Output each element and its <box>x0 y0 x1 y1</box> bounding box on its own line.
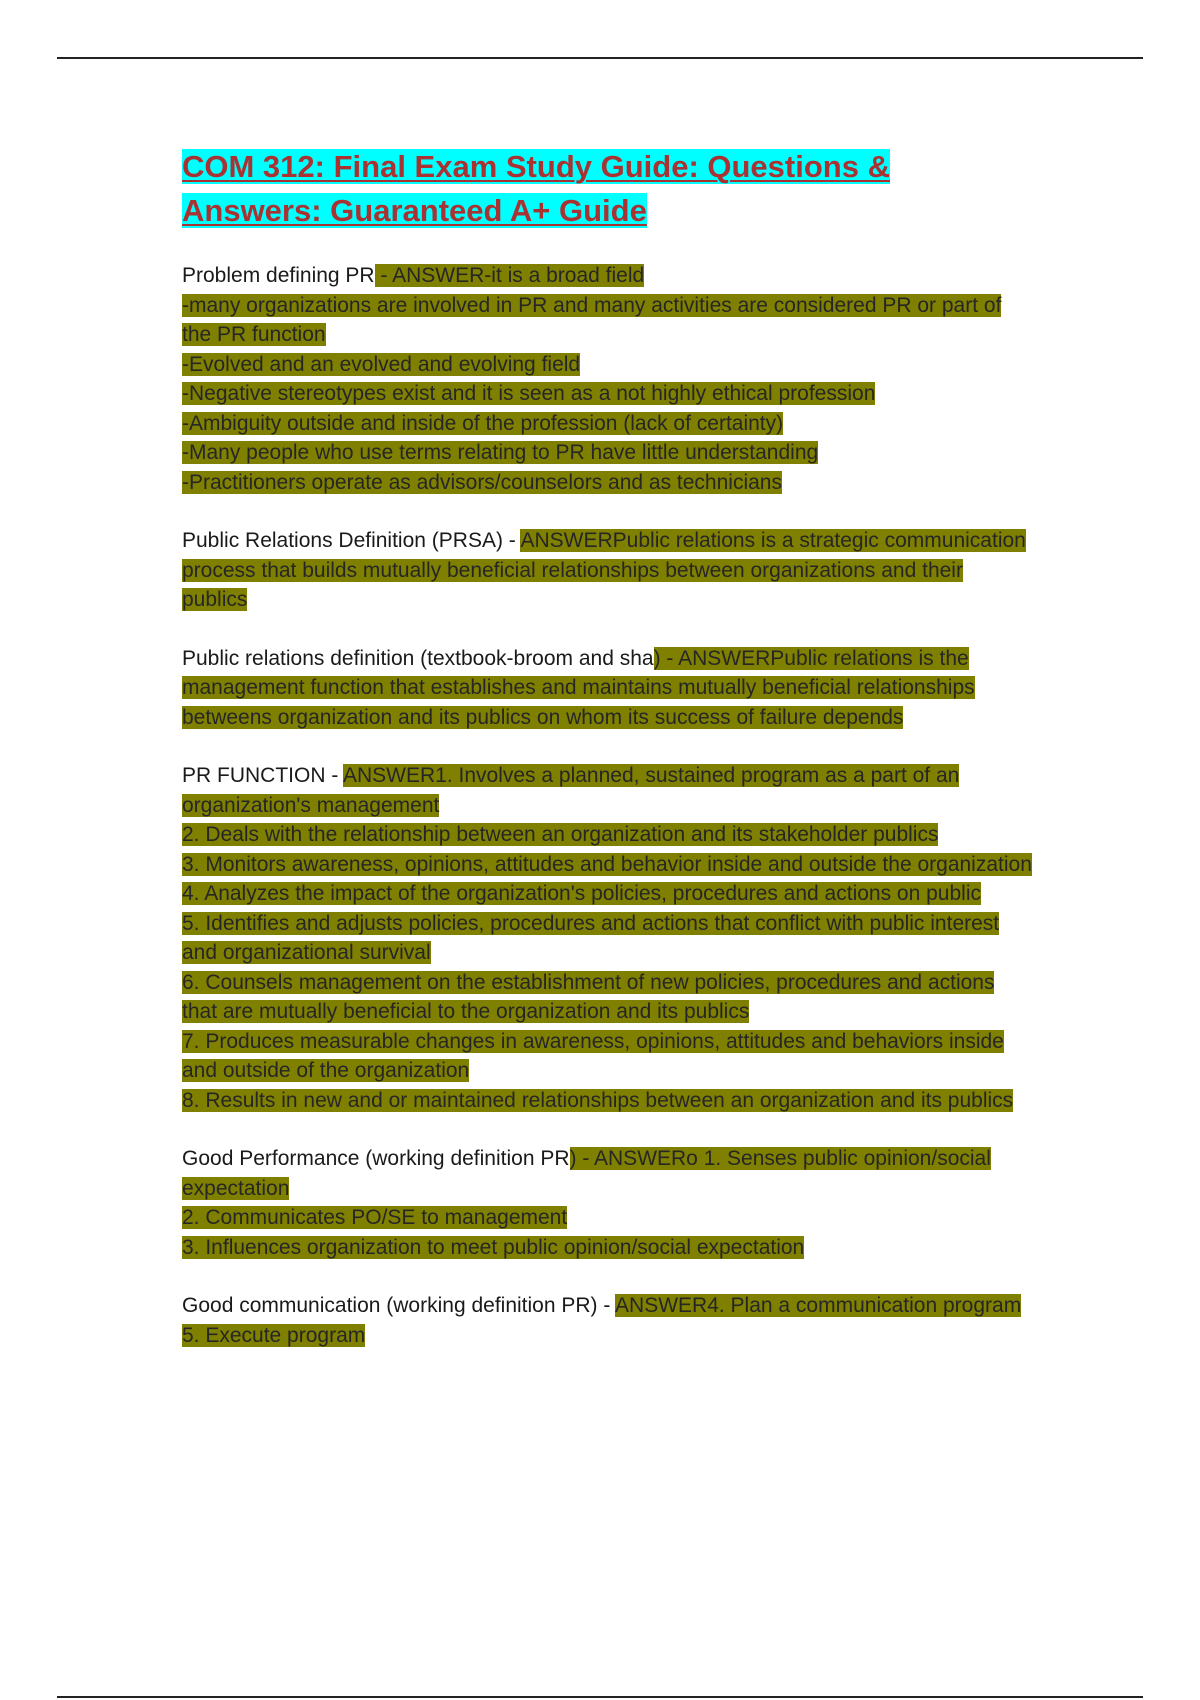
answer-line: -Ambiguity outside and inside of the profession (lack of certainty) <box>182 411 784 435</box>
answer-line: - ANSWER-it is a broad field <box>374 264 645 287</box>
question: Public Relations Definition (PRSA) - <box>182 529 521 552</box>
document-title <box>182 145 1032 233</box>
qa-entry-problem-defining-pr <box>182 261 1032 497</box>
answer-line: 2. Communicates PO/SE to management <box>182 1206 568 1229</box>
answer-line: 4. Analyzes the impact of the organization's policies, procedures and actions on public <box>182 882 981 905</box>
page-bottom-rule <box>57 1696 1143 1698</box>
question: Problem defining PR <box>182 264 375 287</box>
answer-line: 3. Influences organization to meet public opinion/social expectation <box>182 1235 805 1259</box>
qa-entry-pr-definition-prsa <box>182 526 1032 615</box>
answer-line: -Negative stereotypes exist and it is seen as a not highly ethical profession <box>182 382 876 405</box>
answer-line: ANSWER4. Plan a communication program <box>615 1294 1022 1317</box>
document-title-text: COM 312: Final Exam Study Guide: Questions & Answers: Guaranteed A+ Guide <box>182 149 890 228</box>
answer-line: 5. Execute program <box>182 1323 366 1347</box>
answer-line: 3. Monitors awareness, opinions, attitudes and behavior inside and outside the organization <box>182 852 1032 876</box>
answer-line: 7. Produces measurable changes in awareness, opinions, attitudes and behaviors inside and outside of the organization <box>182 1029 1004 1082</box>
answer-line: 2. Deals with the relationship between an organization and its stakeholder publics <box>182 823 939 846</box>
qa-entry-good-performance <box>182 1144 1032 1262</box>
answer-line: ) - ANSWERPublic relations is the management function that establishes and maintains mutually beneficial relationships betweens organization and its publics on whom its success of failure depends <box>182 646 975 729</box>
question: Good Performance (working definition PR <box>182 1147 570 1170</box>
answer-line: -many organizations are involved in PR and many activities are considered PR or part of the PR function <box>182 293 1002 346</box>
answer-line: 5. Identifies and adjusts policies, procedures and actions that conflict with public interest and organizational survival <box>182 911 1000 964</box>
answer-line: -Practitioners operate as advisors/counselors and as technicians <box>182 470 782 494</box>
qa-entry-good-communication <box>182 1291 1032 1350</box>
qa-entry-pr-function <box>182 761 1032 1115</box>
answer-line: 6. Counsels management on the establishment of new policies, procedures and actions that are mutually beneficial to the organization and its publics <box>182 970 995 1023</box>
answer-line: ANSWER1. Involves a planned, sustained program as a part of an organization's management <box>182 764 960 817</box>
answer-line: -Many people who use terms relating to PR have little understanding <box>182 441 819 464</box>
answer-line: -Evolved and an evolved and evolving field <box>182 352 581 376</box>
document-body <box>182 145 1032 1350</box>
page-top-rule <box>57 57 1143 59</box>
question: PR FUNCTION - <box>182 764 343 787</box>
answer-line: ANSWERPublic relations is a strategic communication process that builds mutually beneficial relationships between organizations and their publics <box>182 529 1026 611</box>
question: Good communication (working definition PR) - <box>182 1294 616 1317</box>
answer-line: 8. Results in new and or maintained relationships between an organization and its publics <box>182 1088 1014 1112</box>
qa-entry-pr-definition-textbook <box>182 644 1032 733</box>
question: Public relations definition (textbook-broom and sha <box>182 646 654 670</box>
answer-line: ) - ANSWERo 1. Senses public opinion/social expectation <box>182 1147 991 1200</box>
